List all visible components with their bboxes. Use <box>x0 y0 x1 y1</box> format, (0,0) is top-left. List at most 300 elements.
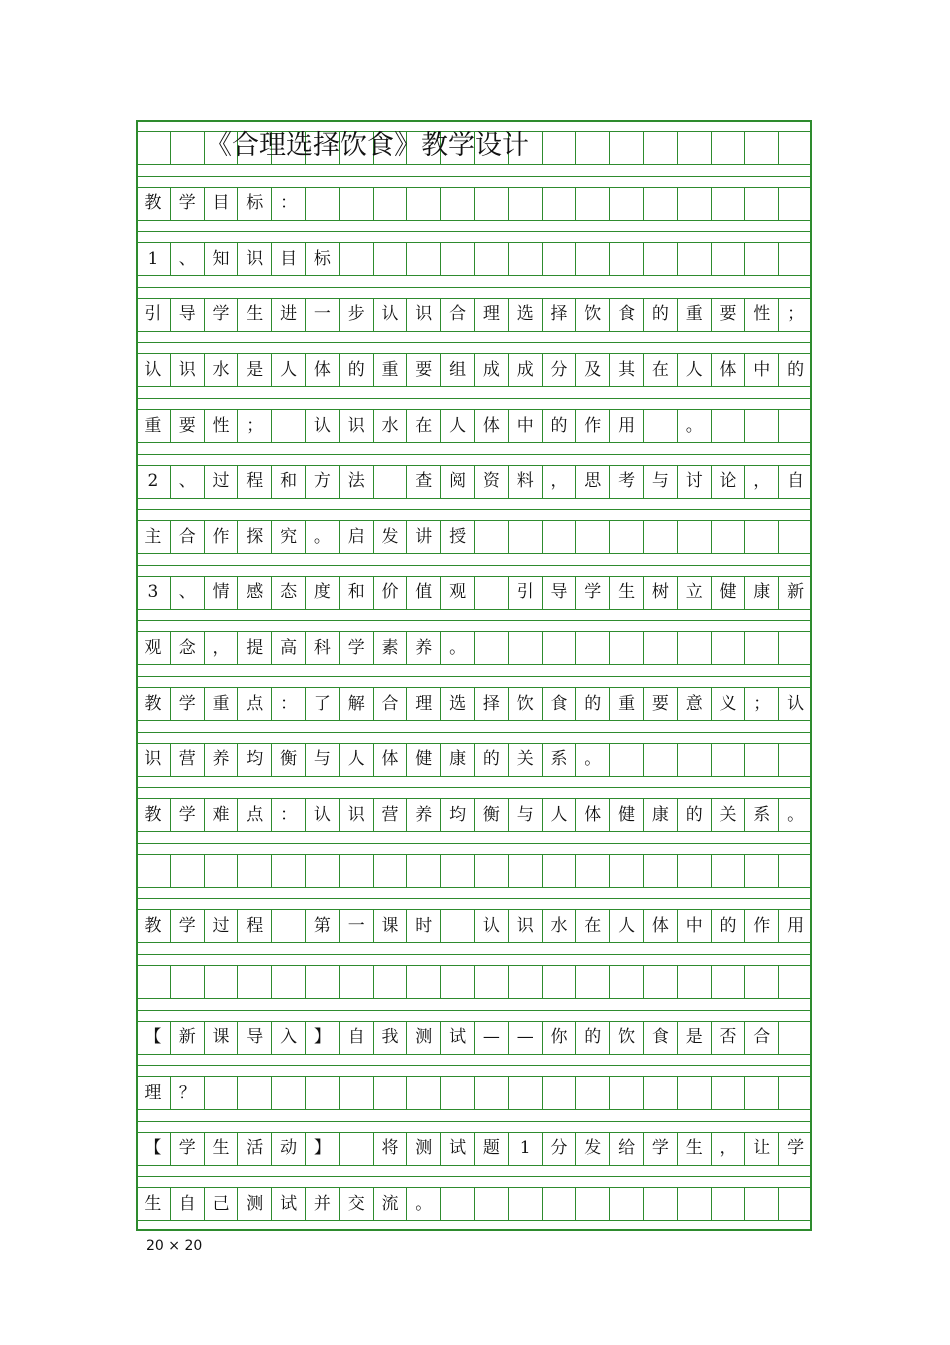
grid-cell: 性 <box>744 299 778 331</box>
grid-cell: ： <box>271 688 305 720</box>
grid-cell <box>508 243 542 275</box>
grid-cell: 观 <box>144 637 162 658</box>
grid-cell <box>373 188 407 220</box>
grid-gap-line <box>136 287 812 288</box>
grid-cell: 其 <box>609 354 643 386</box>
grid-cell: 。 <box>677 410 711 442</box>
grid-cell: 新 <box>170 1022 204 1054</box>
grid-cell <box>136 966 170 998</box>
grid-cell <box>508 966 542 998</box>
grid-cell: 入 <box>271 1022 305 1054</box>
grid-cell: 营 <box>373 799 407 831</box>
grid-cell: 导 <box>237 1022 271 1054</box>
grid-cell <box>643 132 677 164</box>
grid-gap-line <box>136 454 812 455</box>
grid-cell: ： <box>271 188 305 220</box>
grid-cell: 系 <box>744 799 778 831</box>
grid-cell <box>406 966 440 998</box>
grid-cell <box>271 855 305 887</box>
grid-cell <box>744 243 778 275</box>
grid-cell <box>170 132 204 164</box>
grid-cell: 人 <box>677 354 711 386</box>
grid-cell: 发 <box>373 521 407 553</box>
grid-cell: 合 <box>373 688 407 720</box>
grid-cell: 作 <box>204 521 238 553</box>
grid-cell <box>170 966 204 998</box>
grid-gap-line <box>136 1121 812 1122</box>
grid-cell: 学 <box>170 1133 204 1165</box>
grid-cell: 生 <box>144 1193 162 1214</box>
grid-cell <box>204 855 238 887</box>
grid-cell: 第 <box>305 910 339 942</box>
grid-cell: 在 <box>643 354 677 386</box>
grid-cell: 衡 <box>474 799 508 831</box>
grid-cell: 论 <box>711 466 745 498</box>
grid-cell <box>575 132 609 164</box>
grid-cell: 过 <box>204 910 238 942</box>
grid-gap-line <box>136 1176 812 1177</box>
grid-cell: 用 <box>778 910 812 942</box>
grid-cell: 体 <box>305 354 339 386</box>
grid-cell <box>339 966 373 998</box>
grid-cell: 性 <box>204 410 238 442</box>
grid-cell: 重 <box>204 688 238 720</box>
grid-cell <box>609 1077 643 1109</box>
grid-cell: 发 <box>575 1133 609 1165</box>
grid-cell <box>778 966 812 998</box>
grid-cell: 理 <box>144 1082 162 1103</box>
grid-cell: 理 <box>406 688 440 720</box>
grid-gap-line <box>136 509 812 510</box>
grid-cell: 识 <box>170 354 204 386</box>
grid-cell: 查 <box>406 466 440 498</box>
grid-cell: 价 <box>373 577 407 609</box>
grid-cell: 健 <box>711 577 745 609</box>
grid-cell <box>339 855 373 887</box>
grid-cell: 启 <box>339 521 373 553</box>
grid-cell <box>778 521 812 553</box>
grid-row <box>136 465 812 499</box>
grid-cell: 1 <box>508 1133 542 1165</box>
grid-cell: 目 <box>204 188 238 220</box>
grid-row <box>136 909 812 943</box>
grid-cell <box>339 1133 373 1165</box>
grid-cell: 人 <box>339 744 373 776</box>
grid-cell: 讲 <box>406 521 440 553</box>
grid-cell: 衡 <box>271 744 305 776</box>
grid-cell <box>609 744 643 776</box>
grid-cell: 法 <box>339 466 373 498</box>
grid-cell: 讨 <box>677 466 711 498</box>
grid-cell: 和 <box>339 577 373 609</box>
grid-cell: 导 <box>170 299 204 331</box>
grid-cell: 念 <box>170 632 204 664</box>
grid-row <box>136 187 812 221</box>
grid-gap-line <box>136 565 812 566</box>
grid-cell: 体 <box>643 910 677 942</box>
grid-cell: 体 <box>711 354 745 386</box>
grid-cell: 课 <box>373 910 407 942</box>
grid-cell: — <box>508 1022 542 1054</box>
grid-cell <box>440 1188 474 1220</box>
grid-cell: 合 <box>744 1022 778 1054</box>
grid-cell <box>508 521 542 553</box>
grid-cell: 组 <box>440 354 474 386</box>
grid-cell <box>204 1077 238 1109</box>
grid-cell: 作 <box>744 910 778 942</box>
grid-cell: 中 <box>744 354 778 386</box>
grid-cell <box>677 855 711 887</box>
grid-cell <box>643 744 677 776</box>
grid-cell: 要 <box>170 410 204 442</box>
grid-cell: 标 <box>237 188 271 220</box>
grid-cell: 测 <box>406 1022 440 1054</box>
grid-cell: 选 <box>440 688 474 720</box>
grid-cell: 己 <box>204 1188 238 1220</box>
grid-cell: 康 <box>440 744 474 776</box>
grid-cell <box>305 966 339 998</box>
grid-cell: 均 <box>440 799 474 831</box>
grid-cell: 步 <box>339 299 373 331</box>
grid-cell: 的 <box>677 799 711 831</box>
grid-cell: 程 <box>237 466 271 498</box>
grid-cell: 自 <box>778 466 812 498</box>
grid-cell <box>136 855 170 887</box>
grid-gap-line <box>136 342 812 343</box>
grid-cell: 值 <box>406 577 440 609</box>
grid-cell <box>508 188 542 220</box>
grid-cell: 树 <box>643 577 677 609</box>
grid-cell <box>778 1022 812 1054</box>
grid-cell <box>778 410 812 442</box>
grid-cell: 进 <box>271 299 305 331</box>
grid-cell: 学 <box>170 910 204 942</box>
grid-cell <box>440 1077 474 1109</box>
grid-cell: 教 <box>144 193 162 214</box>
grid-cell <box>643 521 677 553</box>
grid-cell: 认 <box>373 299 407 331</box>
grid-cell <box>373 243 407 275</box>
grid-cell: 重 <box>609 688 643 720</box>
grid-cell <box>575 1077 609 1109</box>
grid-cell <box>373 966 407 998</box>
grid-cell: 授 <box>440 521 474 553</box>
grid-cell: 水 <box>373 410 407 442</box>
grid-cell <box>677 132 711 164</box>
grid-cell: 教 <box>144 915 162 936</box>
grid-cell <box>609 632 643 664</box>
grid-cell: 作 <box>575 410 609 442</box>
grid-cell <box>575 632 609 664</box>
grid-cell: 活 <box>237 1133 271 1165</box>
grid-gap-line <box>136 176 812 177</box>
grid-cell <box>778 632 812 664</box>
grid-cell: 教 <box>144 804 162 825</box>
grid-cell <box>271 1077 305 1109</box>
grid-cell: 在 <box>575 910 609 942</box>
grid-cell <box>643 410 677 442</box>
grid-cell: 认 <box>474 910 508 942</box>
grid-cell <box>440 188 474 220</box>
grid-cell: 难 <box>204 799 238 831</box>
grid-cell <box>711 188 745 220</box>
grid-cell <box>474 632 508 664</box>
grid-gap-line <box>136 120 812 121</box>
grid-cell: 一 <box>339 910 373 942</box>
grid-cell: 了 <box>305 688 339 720</box>
grid-row <box>136 743 812 777</box>
grid-cell: 饮 <box>575 299 609 331</box>
grid-cell: 点 <box>237 688 271 720</box>
grid-cell: ， <box>204 632 238 664</box>
grid-cell <box>643 243 677 275</box>
grid-cell: 学 <box>643 1133 677 1165</box>
grid-cell <box>373 855 407 887</box>
grid-cell: 自 <box>339 1022 373 1054</box>
grid-cell: 识 <box>406 299 440 331</box>
grid-cell: ； <box>744 688 778 720</box>
grid-cell <box>508 855 542 887</box>
grid-cell: 新 <box>778 577 812 609</box>
grid-cell: 生 <box>237 299 271 331</box>
grid-cell <box>373 466 407 498</box>
grid-cell <box>609 521 643 553</box>
grid-cell: 科 <box>305 632 339 664</box>
grid-cell <box>542 188 576 220</box>
grid-cell <box>204 966 238 998</box>
grid-cell: 的 <box>643 299 677 331</box>
grid-cell: 营 <box>170 744 204 776</box>
grid-cell: 流 <box>373 1188 407 1220</box>
grid-cell: 学 <box>204 299 238 331</box>
grid-cell: 养 <box>204 744 238 776</box>
grid-cell <box>542 521 576 553</box>
grid-cell: 学 <box>170 188 204 220</box>
grid-cell: 。 <box>440 632 474 664</box>
grid-cell: 立 <box>677 577 711 609</box>
grid-cell: 与 <box>305 744 339 776</box>
grid-row <box>136 1076 812 1110</box>
grid-cell: 教 <box>144 693 162 714</box>
grid-cell <box>744 521 778 553</box>
grid-cell: 试 <box>440 1133 474 1165</box>
grid-cell <box>711 1188 745 1220</box>
grid-cell: 健 <box>609 799 643 831</box>
grid-cell: ； <box>237 410 271 442</box>
grid-cell: 体 <box>474 410 508 442</box>
grid-cell: 分 <box>542 1133 576 1165</box>
grid-cell: 提 <box>237 632 271 664</box>
grid-cell: 的 <box>339 354 373 386</box>
grid-cell: 学 <box>339 632 373 664</box>
grid-size-label: 20 × 20 <box>146 1238 203 1254</box>
grid-cell <box>575 855 609 887</box>
grid-cell: 过 <box>204 466 238 498</box>
grid-cell: 识 <box>339 410 373 442</box>
grid-cell <box>339 243 373 275</box>
grid-cell: 食 <box>609 299 643 331</box>
grid-cell: 理 <box>474 299 508 331</box>
grid-cell: 义 <box>711 688 745 720</box>
grid-cell: ， <box>711 1133 745 1165</box>
grid-cell <box>271 410 305 442</box>
grid-cell: 意 <box>677 688 711 720</box>
grid-cell <box>711 521 745 553</box>
grid-cell: 点 <box>237 799 271 831</box>
grid-cell: 课 <box>204 1022 238 1054</box>
grid-cell: 交 <box>339 1188 373 1220</box>
grid-cell <box>474 521 508 553</box>
grid-cell: 体 <box>373 744 407 776</box>
grid-cell <box>406 1077 440 1109</box>
grid-cell: 认 <box>778 688 812 720</box>
grid-cell <box>778 744 812 776</box>
grid-cell: 饮 <box>508 688 542 720</box>
grid-row <box>136 687 812 721</box>
grid-cell: 水 <box>542 910 576 942</box>
grid-cell <box>778 1077 812 1109</box>
grid-cell <box>474 855 508 887</box>
grid-cell: 的 <box>575 688 609 720</box>
grid-cell: 考 <box>609 466 643 498</box>
grid-cell: 成 <box>508 354 542 386</box>
grid-cell <box>643 1077 677 1109</box>
grid-row <box>136 1021 812 1055</box>
grid-cell: 、 <box>170 577 204 609</box>
grid-cell <box>474 188 508 220</box>
grid-cell <box>711 410 745 442</box>
grid-cell: 标 <box>305 243 339 275</box>
grid-gap-line <box>136 1010 812 1011</box>
grid-cell <box>711 1077 745 1109</box>
grid-cell: 人 <box>440 410 474 442</box>
grid-cell: 学 <box>170 799 204 831</box>
grid-cell: 方 <box>305 466 339 498</box>
grid-cell <box>711 744 745 776</box>
grid-cell: 食 <box>542 688 576 720</box>
grid-row <box>136 520 812 554</box>
grid-cell: 识 <box>339 799 373 831</box>
grid-cell <box>305 855 339 887</box>
grid-cell: 测 <box>406 1133 440 1165</box>
grid-cell <box>170 855 204 887</box>
grid-cell: 成 <box>474 354 508 386</box>
grid-gap-line <box>136 620 812 621</box>
grid-cell <box>677 966 711 998</box>
grid-cell: 水 <box>204 354 238 386</box>
grid-cell: 与 <box>643 466 677 498</box>
grid-cell: 关 <box>508 744 542 776</box>
grid-cell: 学 <box>778 1133 812 1165</box>
grid-cell <box>406 188 440 220</box>
grid-cell: 情 <box>204 577 238 609</box>
grid-cell: 程 <box>237 910 271 942</box>
grid-cell: 与 <box>508 799 542 831</box>
grid-cell: 的 <box>711 910 745 942</box>
grid-cell: 、 <box>170 243 204 275</box>
grid-cell: 目 <box>271 243 305 275</box>
grid-cell <box>677 188 711 220</box>
grid-cell: 合 <box>440 299 474 331</box>
grid-cell: 食 <box>643 1022 677 1054</box>
grid-cell <box>677 521 711 553</box>
grid-cell <box>643 188 677 220</box>
grid-cell: 饮 <box>609 1022 643 1054</box>
grid-cell: 资 <box>474 466 508 498</box>
grid-cell: 】 <box>305 1022 339 1054</box>
grid-cell <box>744 855 778 887</box>
grid-cell <box>609 188 643 220</box>
document-title: 《合理选择饮食》教学设计 <box>205 130 529 161</box>
grid-cell <box>711 243 745 275</box>
grid-cell: 试 <box>440 1022 474 1054</box>
grid-cell: 一 <box>305 299 339 331</box>
grid-cell: 健 <box>406 744 440 776</box>
grid-cell <box>542 855 576 887</box>
grid-cell <box>744 632 778 664</box>
grid-cell: ， <box>744 466 778 498</box>
grid-gap-line <box>136 787 812 788</box>
grid-cell: 择 <box>474 688 508 720</box>
grid-cell: 及 <box>575 354 609 386</box>
grid-cell <box>778 855 812 887</box>
grid-cell: 】 <box>305 1133 339 1165</box>
grid-row <box>136 631 812 665</box>
grid-cell <box>440 855 474 887</box>
grid-cell <box>575 521 609 553</box>
grid-cell: 人 <box>542 799 576 831</box>
grid-gap-line <box>136 676 812 677</box>
grid-cell <box>609 966 643 998</box>
grid-cell: 要 <box>406 354 440 386</box>
grid-cell: 3 <box>147 582 159 603</box>
grid-cell <box>136 132 170 164</box>
grid-cell: 知 <box>204 243 238 275</box>
grid-row <box>136 1132 812 1166</box>
grid-cell <box>744 132 778 164</box>
grid-row <box>136 242 812 276</box>
grid-cell: 引 <box>144 304 162 325</box>
grid-cell: 识 <box>144 749 162 770</box>
grid-cell: 康 <box>744 577 778 609</box>
grid-cell <box>508 632 542 664</box>
grid-cell: 重 <box>144 415 162 436</box>
grid-cell <box>643 966 677 998</box>
grid-cell: 解 <box>339 688 373 720</box>
grid-cell: 并 <box>305 1188 339 1220</box>
grid-cell: 2 <box>147 471 159 492</box>
grid-cell: 。 <box>305 521 339 553</box>
grid-cell <box>711 855 745 887</box>
grid-cell <box>778 188 812 220</box>
grid-cell <box>406 243 440 275</box>
grid-cell <box>474 1188 508 1220</box>
grid-cell <box>643 855 677 887</box>
grid-cell <box>778 243 812 275</box>
grid-cell: 重 <box>373 354 407 386</box>
grid-cell <box>305 1077 339 1109</box>
grid-cell: 均 <box>237 744 271 776</box>
grid-cell: 生 <box>204 1133 238 1165</box>
grid-cell: 动 <box>271 1133 305 1165</box>
grid-cell: 你 <box>542 1022 576 1054</box>
grid-cell: 学 <box>170 688 204 720</box>
grid-cell <box>339 1077 373 1109</box>
grid-cell: 将 <box>373 1133 407 1165</box>
grid-cell: 是 <box>237 354 271 386</box>
grid-cell: 的 <box>575 1022 609 1054</box>
grid-cell <box>677 632 711 664</box>
